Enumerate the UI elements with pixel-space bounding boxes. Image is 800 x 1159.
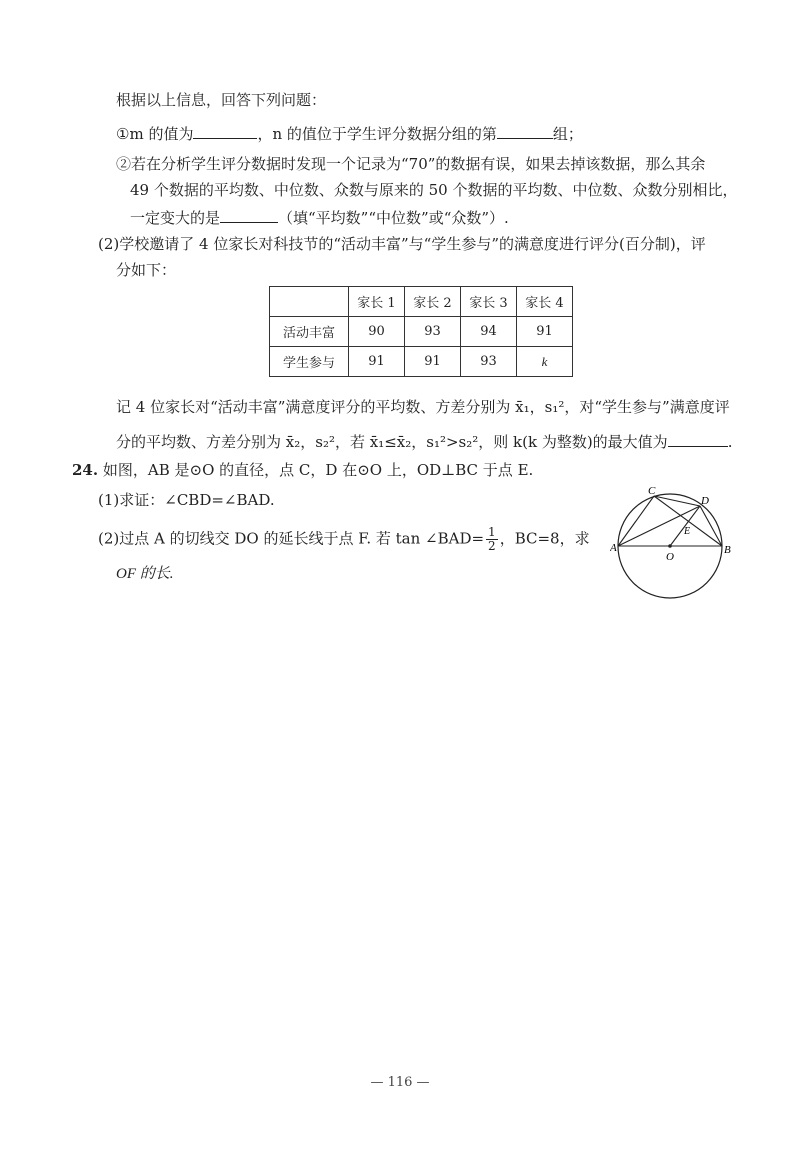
fraction-numerator: 1: [488, 525, 496, 539]
table-header-cell: 家长 4: [517, 287, 573, 317]
table-header-row: [270, 287, 573, 317]
part2-text-a: (2)过点 A 的切线交 DO 的延长线于点 F. 若 tan ∠BAD=: [98, 529, 485, 548]
table-row: [270, 347, 573, 377]
line-6: (2)学校邀请了 4 位家长对科技节的“活动丰富”与“学生参与”的满意度进行评分(百分制)，评: [98, 235, 706, 253]
table-cell: 93: [405, 317, 461, 347]
label-a: A: [610, 542, 617, 554]
segment-ac: [618, 496, 654, 546]
score-table: [269, 286, 573, 377]
q3-text-a: 分的平均数、方差分别为 x̄₂，s₂²，若 x̄₁≤x̄₂，s₁²>s₂²，则 k(k 为整数)的最大值为: [116, 433, 668, 451]
fraction-denominator: 2: [488, 539, 496, 553]
label-o: O: [666, 551, 674, 563]
question-24-part-2-end: OF 的长.: [116, 566, 174, 582]
question-24-stem: 如图，AB 是⊙O 的直径，点 C，D 在⊙O 上，OD⊥BC 于点 E.: [102, 461, 534, 479]
blank-group: [497, 122, 553, 139]
part2-text-b: ，BC=8，求: [499, 529, 590, 548]
table-cell: k: [517, 347, 573, 377]
point-o: [668, 544, 672, 548]
table-header-cell: 家长 3: [461, 287, 517, 317]
blank-stat: [220, 206, 278, 223]
table-header-cell: [270, 287, 349, 317]
segment-db: [700, 506, 722, 546]
page-number: — 116 —: [370, 1075, 430, 1090]
table-cell: 93: [461, 347, 517, 377]
q2-text-b: （填“平均数”“中位数”或“众数”）.: [278, 209, 509, 227]
geometry-diagram: [610, 484, 795, 599]
blank-m: [193, 122, 257, 139]
row-label: 学生参与: [270, 347, 349, 377]
q1-text-c: 组；: [552, 125, 583, 143]
line-1: 根据以上信息，回答下列问题：: [116, 91, 327, 109]
label-e: E: [684, 526, 691, 537]
line-4: 49 个数据的平均数、中位数、众数与原来的 50 个数据的平均数、中位数、众数分别相比，: [130, 181, 738, 199]
label-b: B: [724, 544, 731, 556]
line-9: [116, 430, 732, 452]
question-24: [72, 460, 533, 480]
line-8: 记 4 位家长对“活动丰富”满意度评分的平均数、方差分别为 x̄₁，s₁²，对“学生参与”满意度评: [116, 398, 730, 416]
table-header-cell: 家长 2: [405, 287, 461, 317]
table-header-cell: 家长 1: [349, 287, 405, 317]
line-5: [130, 206, 509, 228]
q1-text-b: ，n 的值位于学生评分数据分组的第: [257, 125, 497, 143]
table-cell: 91: [517, 317, 573, 347]
table-cell: 91: [405, 347, 461, 377]
table-cell: 91: [349, 347, 405, 377]
question-number: 24.: [72, 461, 99, 479]
row-label: 活动丰富: [270, 317, 349, 347]
table-row: [270, 317, 573, 347]
q2-text-a: 一定变大的是: [130, 209, 221, 227]
table-cell: 90: [349, 317, 405, 347]
q3-text-b: .: [727, 433, 733, 451]
blank-k: [668, 430, 728, 447]
line-7: 分如下：: [116, 261, 177, 279]
fraction: [486, 526, 498, 553]
q1-text-a: ①m 的值为: [116, 125, 194, 143]
line-2: [116, 122, 583, 144]
label-d: D: [701, 495, 709, 507]
line-3: ②若在分析学生评分数据时发现一个记录为“70”的数据有误，如果去掉该数据，那么其余: [116, 155, 706, 173]
table-cell: 94: [461, 317, 517, 347]
question-24-part-2: [98, 526, 590, 553]
question-24-part-1: (1)求证：∠CBD=∠BAD.: [98, 491, 275, 509]
label-c: C: [648, 485, 656, 497]
